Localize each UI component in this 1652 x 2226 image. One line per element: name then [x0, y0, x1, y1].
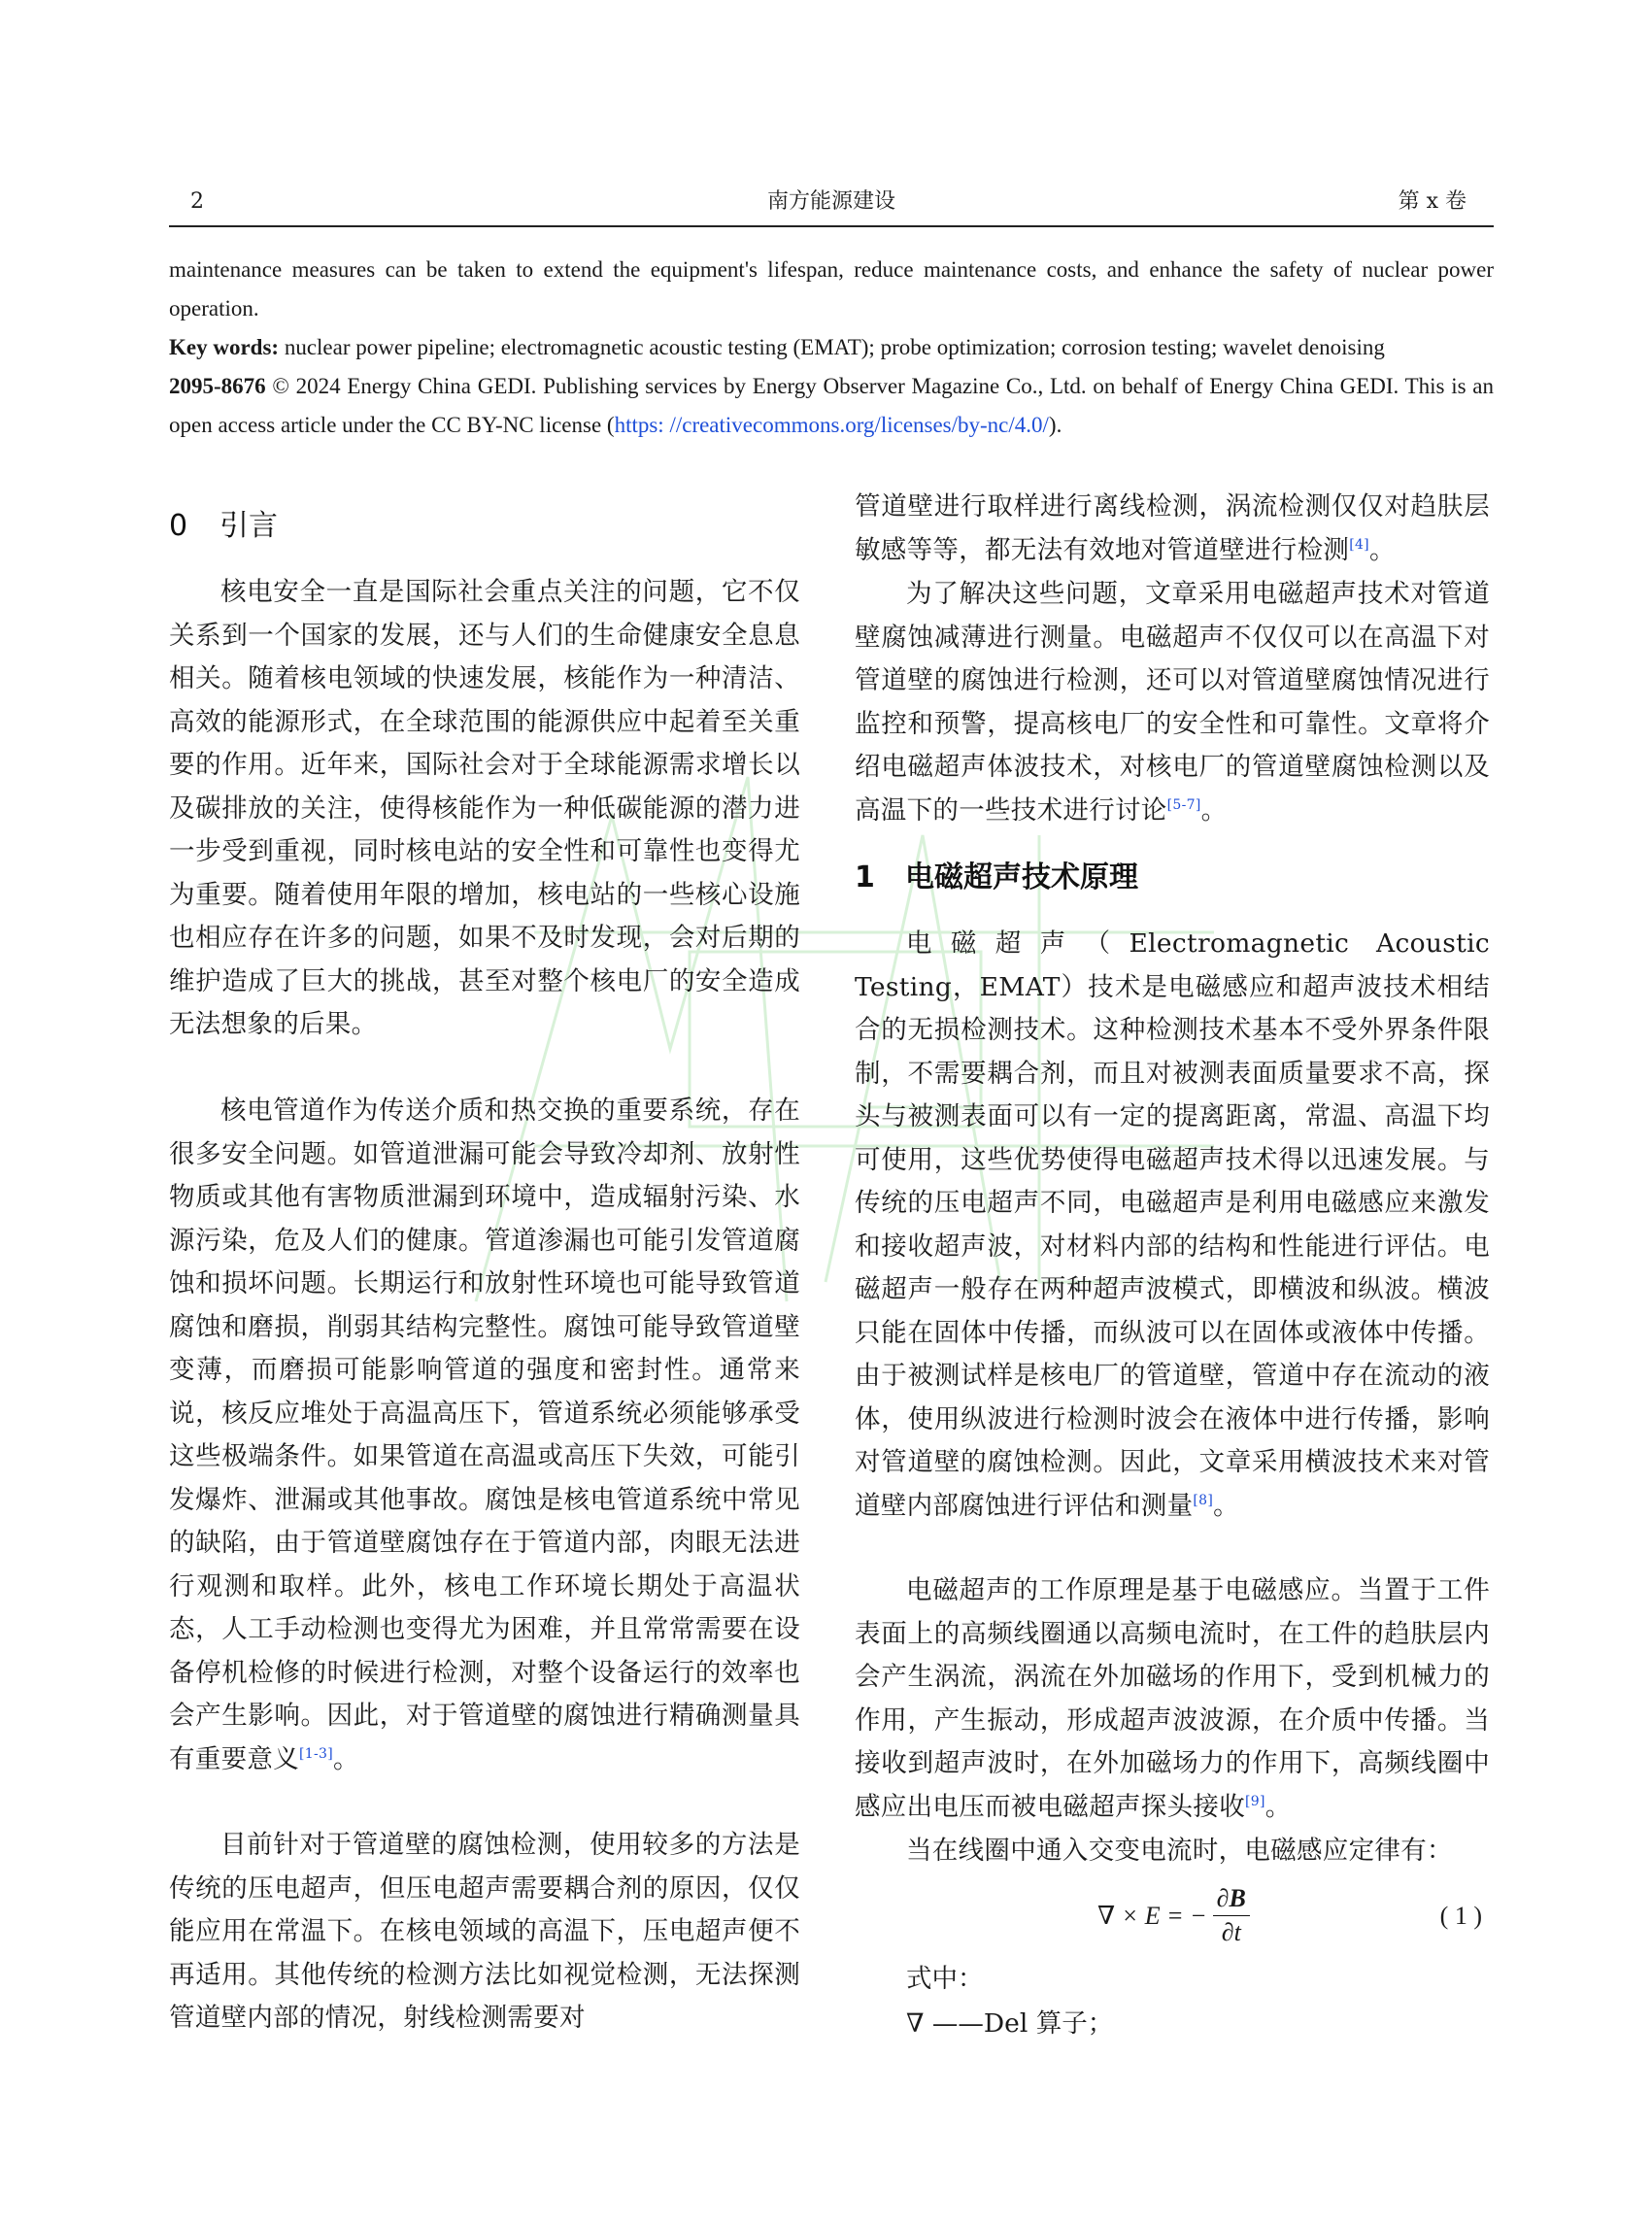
emat-paragraph-1 [855, 923, 1490, 1528]
header-rule [169, 225, 1494, 227]
definition-del: ∇ ——Del 算子； [906, 2008, 1114, 2039]
equation-number: ( 1 ) [1439, 1902, 1482, 1930]
sentence-end: 。 [1213, 1490, 1239, 1521]
volume-label: 第 x 卷 [1398, 189, 1467, 214]
license-link[interactable]: https: //creativecommons.org/licenses/by-nc/4.0/ [614, 413, 1049, 437]
copyright-block [169, 367, 1494, 445]
keywords-text: nuclear power pipeline; electromagnetic acoustic testing (EMAT); probe optimization; corrosion testing; wavelet denoising [284, 335, 1385, 359]
keywords-line [169, 328, 1494, 367]
section-heading-1 [855, 857, 1138, 899]
intro-paragraph-4 [855, 573, 1490, 832]
section-title: 引言 [219, 509, 278, 543]
equation-lhs: ∇ × E = − [1097, 1901, 1207, 1930]
emat-paragraph-2-text: 电磁超声的工作原理是基于电磁感应。当置于工件表面上的高频线圈通以高频电流时，在工件的趋肤层内会产生涡流，涡流在外加磁场的作用下，受到机械力的作用，产生振动，形成超声波波源，在介质中传播。当接收到超声波时，在外加磁场力的作用下，高频线圈中感应出电压而被电磁超声探头接收 [855, 1575, 1490, 1822]
intro-paragraph-4-text: 为了解决这些问题，文章采用电磁超声技术对管道壁腐蚀减薄进行测量。电磁超声不仅仅可以在高温下对管道壁的腐蚀进行检测，还可以对管道壁腐蚀情况进行监控和预警，提高核电厂的安全性和可靠性。文章将介绍电磁超声体波技术，对核电厂的管道壁腐蚀检测以及高温下的一些技术进行讨论 [855, 579, 1490, 826]
equation-fraction [1213, 1884, 1250, 1947]
citation-ref[interactable]: [4] [1349, 536, 1369, 553]
copyright-text: © 2024 Energy China GEDI. Publishing services by Energy Observer Magazine Co., Ltd. on behalf of Energy China GEDI. [272, 374, 1399, 398]
equation-1 [855, 1874, 1490, 1952]
running-header [169, 185, 1494, 219]
sentence-end: 。 [1264, 1791, 1292, 1822]
keywords-label: Key words: [169, 335, 280, 359]
emat-paragraph-3: 当在线圈中通入交变电流时，电磁感应定律有： [906, 1836, 1453, 1866]
sentence-end: 。 [1368, 534, 1396, 565]
abstract-continuation: maintenance measures can be taken to extend the equipment's lifespan, reduce maintenance costs, and enhance the safety of nuclear power operation. [169, 257, 1494, 320]
intro-paragraph-1: 核电安全一直是国际社会重点关注的问题，它不仅关系到一个国家的发展，还与人们的生命健康安全息息相关。随着核电领域的快速发展，核能作为一种清洁、高效的能源形式，在全球范围的能源供应中起着至关重要的作用。近年来，国际社会对于全球能源需求增长以及碳排放的关注，使得核能作为一种低碳能源的潜力进一步受到重视，同时核电站的安全性和可靠性也变得尤为重要。随着使用年限的增加，核电站的一些核心设施也相应存在许多的问题，如果不及时发现，会对后期的维护造成了巨大的挑战，甚至对整个核电厂的安全造成无法想象的后果。 [169, 577, 800, 1039]
fraction-numerator: ∂B [1213, 1884, 1250, 1916]
citation-ref[interactable]: [9] [1245, 1793, 1265, 1809]
emat-paragraph-1-text: 电磁超声（Electromagnetic Acoustic Testing，EMAT）技术是电磁感应和超声波技术相结合的无损检测技术。这种检测技术基本不受外界条件限制，不需要耦合剂，而且对被测表面质量要求不高，探头与被测表面可以有一定的提离距离，常温、高温下均可使用，这些优势使得电磁超声技术得以迅速发展。与传统的压电超声不同，电磁超声是利用电磁感应来激发和接收超声波，对材料内部的结构和性能进行评估。电磁超声一般存在两种超声波模式，即横波和纵波。横波只能在固体中传播，而纵波可以在固体或液体中传播。由于被测试样是核电厂的管道壁，管道中存在流动的液体，使用纵波进行检测时波会在液体中进行传播，影响对管道壁的腐蚀检测。因此，文章采用横波技术来对管道壁内部腐蚀进行评估和测量 [855, 928, 1490, 1521]
intro-paragraph-3-cont-text: 管道壁进行取样进行离线检测，涡流检测仅仅对趋肤层敏感等等，都无法有效地对管道壁进行检测 [855, 491, 1490, 565]
citation-ref[interactable]: [8] [1193, 1492, 1214, 1508]
issn: 2095-8676 [169, 374, 266, 398]
intro-paragraph-3: 目前针对于管道壁的腐蚀检测，使用较多的方法是传统的压电超声，但压电超声需要耦合剂的原因，仅仅能应用在常温下。在核电领域的高温下，压电超声便不再适用。其他传统的检测方法比如视觉检测，无法探测管道壁内部的情况，射线检测需要对 [169, 1830, 800, 2033]
journal-name: 南方能源建设 [766, 189, 895, 214]
intro-paragraph-3-cont [855, 486, 1490, 572]
where-label: 式中： [906, 1964, 984, 1994]
intro-paragraph-2-text: 核电管道作为传送介质和热交换的重要系统，存在很多安全问题。如管道泄漏可能会导致冷却剂、放射性物质或其他有害物质泄漏到环境中，造成辐射污染、水源污染，危及人们的健康。管道渗漏也可能引发管道腐蚀和损坏问题。长期运行和放射性环境也可能导致管道腐蚀和磨损，削弱其结构完整性。腐蚀可能导致管道壁变薄，而磨损可能影响管道的强度和密封性。通常来说，核反应堆处于高温高压下，管道系统必须能够承受这些极端条件。如果管道在高温或高压下失效，可能引发爆炸、泄漏或其他事故。腐蚀是核电管道系统中常见的缺陷，由于管道壁腐蚀存在于管道内部，肉眼无法进行观测和取样。此外，核电工作环境长期处于高温状态，人工手动检测也变得尤为困难，并且常常需要在设备停机检修的时候进行检测，对整个设备运行的效率也会产生影响。因此，对于管道壁的腐蚀进行精确测量具有重要意义 [169, 1096, 800, 1774]
sentence-end: 。 [332, 1743, 359, 1774]
intro-paragraph-2 [169, 1090, 800, 1781]
equation-formula [1097, 1884, 1250, 1947]
sentence-end: 。 [1200, 794, 1228, 826]
citation-ref[interactable]: [5-7] [1166, 796, 1201, 813]
section-number: 0 [169, 509, 188, 543]
section-heading-0 [169, 505, 278, 548]
license-prefix: This is an open access article under the CC BY-NC license ( [169, 374, 1494, 437]
page-number: 2 [190, 189, 204, 214]
license-suffix: ). [1048, 413, 1062, 437]
section-number: 1 [855, 860, 875, 894]
citation-ref[interactable]: [1-3] [299, 1745, 333, 1762]
fraction-denominator: ∂t [1221, 1918, 1241, 1946]
emat-paragraph-2 [855, 1569, 1490, 1829]
section-title: 电磁超声技术原理 [905, 860, 1138, 894]
